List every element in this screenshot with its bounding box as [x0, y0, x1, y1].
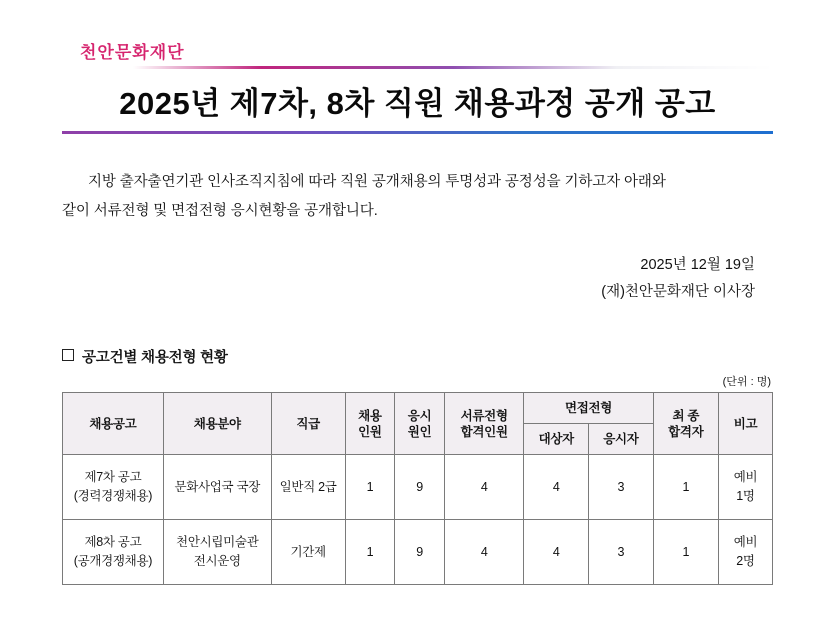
document-page [0, 38, 835, 628]
page-title: 2025년 제7차, 8차 직원 채용과정 공개 공고 [119, 86, 716, 121]
unit-note: (단위 : 명) [722, 376, 771, 388]
section-heading [62, 346, 773, 367]
cell-final-pass: 1 [653, 520, 718, 585]
th-applicants [395, 393, 445, 455]
header-bottom-rule [62, 131, 773, 134]
cell-grade: 기간제 [271, 520, 345, 585]
bullet-square-icon [62, 349, 74, 361]
cell-remark [718, 455, 772, 520]
cell-interview-taker: 3 [589, 455, 654, 520]
cell-grade: 일반직 2급 [271, 455, 345, 520]
header-top-rule [62, 66, 773, 69]
th-hire-count-line1: 채용 [358, 408, 382, 423]
table-row [63, 455, 773, 520]
cell-field-line1: 천안시립미술관 [176, 535, 259, 549]
recruitment-table [62, 392, 773, 585]
cell-field-line1: 문화사업국 국장 [174, 479, 261, 494]
cell-notice-line2: (공개경쟁채용) [73, 554, 153, 568]
th-document-pass [444, 393, 524, 455]
cell-document-pass: 4 [444, 520, 524, 585]
issue-date: 2025년 12월 19일 [640, 257, 755, 273]
th-grade: 직급 [271, 393, 345, 455]
th-interview-group: 면접전형 [524, 393, 653, 424]
cell-remark [718, 520, 772, 585]
cell-final-pass: 1 [653, 455, 718, 520]
cell-interview-target: 4 [524, 455, 589, 520]
cell-notice [63, 520, 164, 585]
signature-block [62, 252, 773, 306]
document-header [62, 38, 773, 134]
cell-field [163, 455, 271, 520]
th-document-pass-line1: 서류전형 [460, 408, 508, 423]
th-field: 채용분야 [163, 393, 271, 455]
cell-notice-line1: 제8차 공고 [84, 535, 142, 549]
cell-hire-count: 1 [345, 520, 395, 585]
cell-applicants: 9 [395, 455, 445, 520]
cell-notice-line2: (경력경쟁채용) [73, 489, 153, 503]
th-remark: 비고 [718, 393, 772, 455]
cell-remark-line1: 예비 [733, 535, 758, 549]
org-name-line [62, 38, 773, 65]
cell-remark-line1: 예비 [733, 470, 758, 484]
th-final-pass-line1: 최 종 [672, 408, 700, 423]
th-applicants-line2: 원인 [407, 424, 432, 439]
th-hire-count [345, 393, 395, 455]
th-hire-count-line2: 인원 [358, 424, 382, 439]
organization-name: 천안문화재단 [80, 43, 185, 62]
th-interview-taker: 응시자 [589, 424, 654, 455]
intro-line-1: 지방 출자출연기관 인사조직지침에 따라 직원 공개채용의 투명성과 공정성을 기하고자 아래와 [88, 174, 666, 190]
th-final-pass [653, 393, 718, 455]
intro-paragraph [62, 168, 773, 226]
cell-field-line2: 전시운영 [193, 554, 241, 568]
intro-line-2: 같이 서류전형 및 면접전형 응시현황을 공개합니다. [62, 203, 378, 219]
issuer-name: (재)천안문화재단 이사장 [601, 284, 755, 300]
cell-applicants: 9 [395, 520, 445, 585]
table-row [63, 520, 773, 585]
cell-interview-taker: 3 [589, 520, 654, 585]
th-applicants-line1: 응시 [407, 408, 432, 423]
cell-notice [63, 455, 164, 520]
section-heading-label: 공고건별 채용전형 현황 [82, 350, 228, 366]
cell-document-pass: 4 [444, 455, 524, 520]
cell-hire-count: 1 [345, 455, 395, 520]
cell-notice-line1: 제7차 공고 [84, 470, 142, 484]
cell-interview-target: 4 [524, 520, 589, 585]
table-header-row-1 [63, 393, 773, 424]
th-interview-target: 대상자 [524, 424, 589, 455]
cell-field [163, 520, 271, 585]
cell-remark-line2: 2명 [736, 554, 755, 568]
th-final-pass-line2: 합격자 [668, 424, 704, 439]
th-document-pass-line2: 합격인원 [460, 424, 508, 439]
th-notice: 채용공고 [63, 393, 164, 455]
cell-remark-line2: 1명 [736, 489, 755, 503]
